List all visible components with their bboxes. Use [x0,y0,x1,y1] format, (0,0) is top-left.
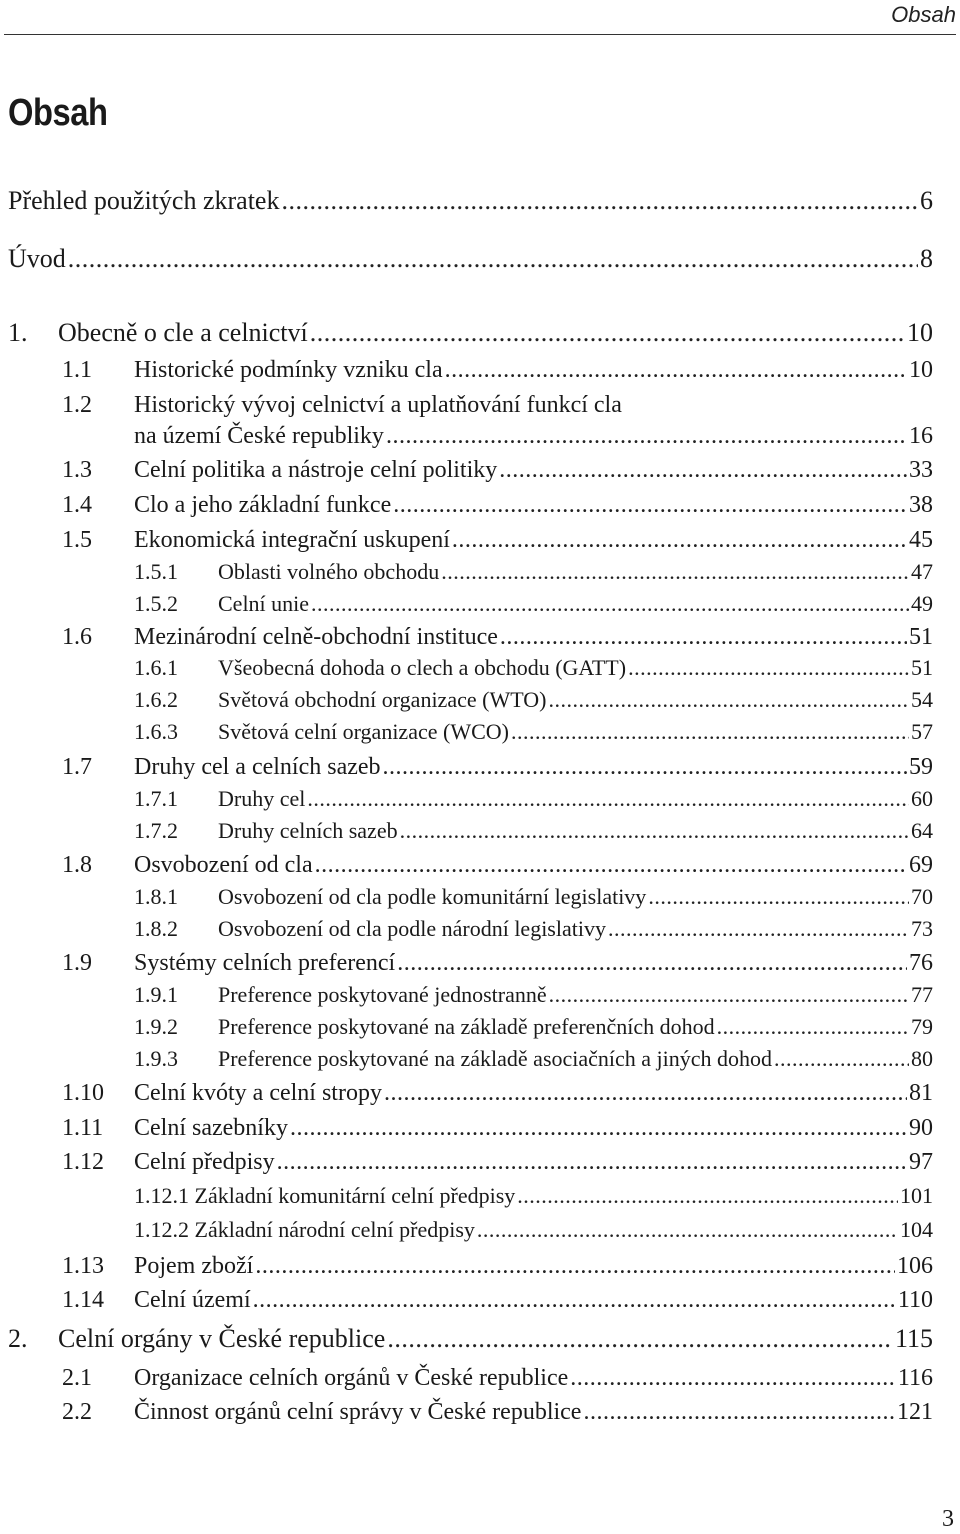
toc-entry-title: Historický vývoj celnictví a uplatňování funkcí cla [134,392,622,418]
toc-entry-page: 38 [909,492,933,518]
toc-leader-dots [393,493,907,517]
toc-entry-number: 1.5 [62,527,92,553]
toc-leader-dots [452,528,907,552]
toc-entry-number: 1.12 [62,1149,104,1175]
toc-leader-dots [386,424,907,448]
toc-entry-page: 73 [911,916,933,941]
toc-leader-dots [774,1048,909,1070]
toc-entry-title: Osvobození od cla podle národní legislativy [218,916,606,941]
toc-leader-dots [549,984,909,1006]
toc-entry-page: 60 [911,786,933,811]
toc-entry-page: 51 [911,655,933,680]
toc-entry-number: 1.7.1 [134,786,178,811]
toc-leader-dots [441,561,909,583]
toc-entry-page: 64 [911,818,933,843]
toc-leader-dots [68,246,918,272]
toc-entry-title: Světová obchodní organizace (WTO) [218,687,547,712]
toc-entry-number: 1. [8,318,28,347]
toc-entry-title: Celní orgány v České republice [58,1324,386,1353]
toc-entry-page: 101 [900,1183,933,1208]
toc-entry-title: Preference poskytované na základě preferenčních dohod [218,1014,715,1039]
toc-entry-number: 1.9.1 [134,982,178,1007]
toc-entry-title: Mezinárodní celně-obchodní instituce [134,624,498,650]
toc-leader-dots [717,1016,909,1038]
toc-entry-title: Druhy celních sazeb [218,818,398,843]
toc-entry-title: Druhy cel [218,786,306,811]
toc-leader-dots [310,320,905,346]
toc-entry-number: 2. [8,1324,28,1353]
toc-entry-title: na území České republiky [134,423,384,449]
toc-entry-page: 69 [909,852,933,878]
toc-entry-title: Osvobození od cla [134,852,313,878]
page-title: Obsah [8,92,108,134]
toc-entry-page: 10 [909,357,933,383]
toc-entry-title: Celní sazebníky [134,1115,288,1141]
toc-entry-title: Preference poskytované jednostranně [218,982,547,1007]
toc-leader-dots [648,886,909,908]
toc-leader-dots [400,820,909,842]
toc-entry-page: 54 [911,687,933,712]
toc-leader-dots [570,1366,896,1390]
toc-entry-page: 49 [911,591,933,616]
toc-entry-title: Historické podmínky vzniku cla [134,357,443,383]
toc-entry-page: 115 [894,1324,933,1353]
toc-entry-page: 33 [909,457,933,483]
toc-leader-dots [253,1288,896,1312]
toc-leader-dots [628,657,909,679]
toc-entry-title: Celní území [134,1287,251,1313]
toc-entry-title: Systémy celních preferencí [134,950,396,976]
toc-entry-page: 16 [909,423,933,449]
toc-entry-number: 1.10 [62,1080,104,1106]
toc-leader-dots [383,755,907,779]
toc-entry-title: Clo a jeho základní funkce [134,492,392,518]
toc-entry-number: 1.9.3 [134,1046,178,1071]
toc-entry-page: 121 [897,1399,933,1425]
toc-entry-number: 1.6.3 [134,719,178,744]
toc-entry-number: 1.8.2 [134,916,178,941]
toc-entry-page: 104 [900,1217,933,1242]
toc-entry-page: 90 [909,1115,933,1141]
toc-entry-page: 97 [909,1149,933,1175]
toc-leader-dots [255,1254,895,1278]
toc-entry-page: 79 [911,1014,933,1039]
toc-entry-page: 59 [909,754,933,780]
toc-leader-dots [583,1400,895,1424]
toc-leader-dots [511,721,909,743]
toc-entry-number: 1.6.1 [134,655,178,680]
toc-entry-number: 1.5.1 [134,559,178,584]
toc-entry-number: 1.1 [62,357,92,383]
toc-entry-title: Druhy cel a celních sazeb [134,754,381,780]
toc-entry-title: Obecně o cle a celnictví [58,318,308,347]
toc-leader-dots [387,1326,893,1352]
toc-entry-title: Ekonomická integrační uskupení [134,527,450,553]
toc-leader-dots [397,951,907,975]
toc-entry-number: 1.8 [62,852,92,878]
toc-leader-dots [477,1219,898,1241]
toc-entry-page: 47 [911,559,933,584]
toc-leader-dots [281,188,918,214]
toc-entry-page: 51 [909,624,933,650]
toc-entry-title: Osvobození od cla podle komunitární legislativy [218,884,647,909]
toc-leader-dots [311,593,909,615]
toc-entry-title: Všeobecná dohoda o clech a obchodu (GATT) [218,655,627,680]
toc-entry-title: 1.12.1 Základní komunitární celní předpisy [134,1183,516,1208]
toc-entry-number: 1.5.2 [134,591,178,616]
toc-entry-page: 76 [909,950,933,976]
toc-entry-number: 1.8.1 [134,884,178,909]
toc-entry-title: Světová celní organizace (WCO) [218,719,509,744]
toc-leader-dots [499,458,907,482]
toc-entry-number: 1.4 [62,492,92,518]
toc-entry-page: 80 [911,1046,933,1071]
toc-entry-title: Organizace celních orgánů v České republice [134,1365,569,1391]
toc-entry-title: Celní předpisy [134,1149,275,1175]
toc-entry-title: Preference poskytované na základě asociačních a jiných dohod [218,1046,773,1071]
toc-entry-title: Celní unie [218,591,310,616]
toc-entry-number: 1.6 [62,624,92,650]
toc-entry-page: 70 [911,884,933,909]
toc-entry-title: Činnost orgánů celní správy v České republice [134,1399,582,1425]
toc-entry-page: 81 [909,1080,933,1106]
toc-leader-dots [277,1150,907,1174]
toc-leader-dots [384,1081,907,1105]
toc-leader-dots [517,1185,898,1207]
toc-entry-page: 57 [911,719,933,744]
toc-entry-number: 2.1 [62,1365,92,1391]
toc-entry-number: 1.9.2 [134,1014,178,1039]
toc-entry-number: 2.2 [62,1399,92,1425]
toc-entry-title: Celní kvóty a celní stropy [134,1080,382,1106]
toc-entry-number: 1.2 [62,392,92,418]
toc-entry-page: 106 [897,1253,933,1279]
toc-entry-number: 1.6.2 [134,687,178,712]
toc-leader-dots [548,689,909,711]
toc-leader-dots [445,358,907,382]
toc-entry-number: 1.11 [62,1115,104,1141]
toc-entry-title: Přehled použitých zkratek [8,186,280,215]
toc-leader-dots [307,788,909,810]
toc-entry-page: 10 [907,318,933,347]
toc-entry-page: 110 [897,1287,933,1313]
toc-entry-page: 8 [920,244,933,273]
running-head: Obsah [891,2,956,27]
toc-leader-dots [500,625,907,649]
toc-entry-title: Oblasti volného obchodu [218,559,440,584]
toc-entry-number: 1.3 [62,457,92,483]
toc-entry-title: Úvod [8,244,66,273]
toc-entry-page: 77 [911,982,933,1007]
toc-entry-page: 45 [909,527,933,553]
page-number: 3 [942,1506,954,1532]
toc-entry-title: Celní politika a nástroje celní politiky [134,457,498,483]
toc-entry-page: 6 [920,186,933,215]
toc-leader-dots [608,918,909,940]
toc-entry-number: 1.9 [62,950,92,976]
toc-leader-dots [315,853,907,877]
toc-entry-number: 1.7 [62,754,92,780]
toc-entry-title: Pojem zboží [134,1253,254,1279]
toc-entry-page: 116 [897,1365,933,1391]
toc-entry-number: 1.13 [62,1253,104,1279]
toc-entry-number: 1.14 [62,1287,104,1313]
toc-entry-number: 1.7.2 [134,818,178,843]
toc-leader-dots [290,1116,907,1140]
toc-entry-title: 1.12.2 Základní národní celní předpisy [134,1217,475,1242]
